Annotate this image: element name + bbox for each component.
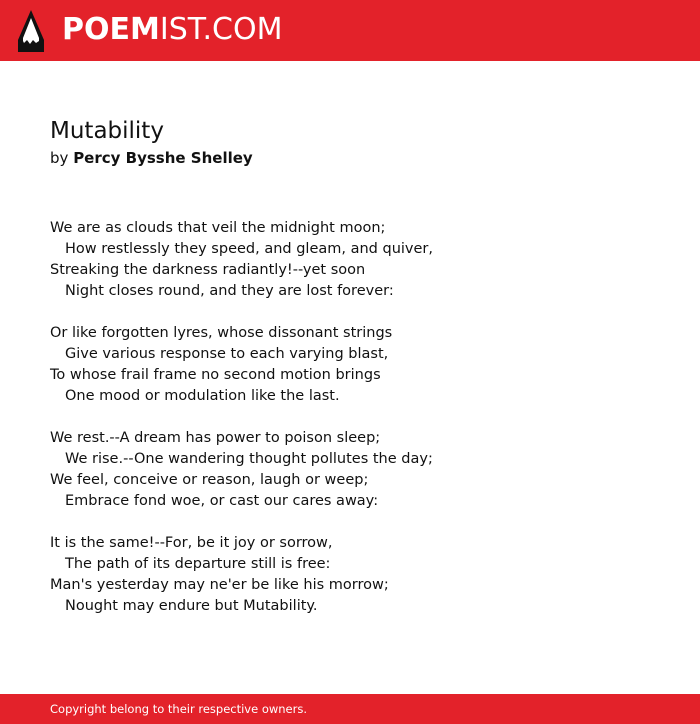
copyright-notice: Copyright belong to their respective owners. (50, 702, 308, 716)
site-footer (0, 694, 700, 724)
stanza (50, 428, 650, 512)
poem-line: Streaking the darkness radiantly!--yet soon (50, 262, 366, 278)
poem-line: Give various response to each varying blast, (65, 346, 389, 362)
poem-line: Nought may endure but Mutability. (65, 598, 318, 614)
poem-line: To whose frail frame no second motion brings (50, 367, 381, 383)
poem-line: The path of its departure still is free: (65, 556, 331, 572)
poem-line: Night closes round, and they are lost forever: (65, 283, 394, 299)
author-name: Percy Bysshe Shelley (73, 149, 253, 167)
stanza (50, 533, 650, 617)
poem-line: Or like forgotten lyres, whose dissonant strings (50, 325, 393, 341)
poem-line: We feel, conceive or reason, laugh or weep; (50, 472, 369, 488)
poem-line: Man's yesterday may ne'er be like his morrow; (50, 577, 389, 593)
poem-title: Mutability (50, 118, 164, 144)
poem-heading (50, 116, 650, 169)
poem-line: We are as clouds that veil the midnight moon; (50, 220, 386, 236)
stanza (50, 323, 650, 407)
poem-line: Embrace fond woe, or cast our cares away: (65, 493, 379, 509)
byline-prefix: by (50, 149, 69, 167)
stanza (50, 218, 650, 302)
poem-line: How restlessly they speed, and gleam, and quiver, (65, 241, 433, 257)
pencil-logo-icon[interactable] (18, 10, 44, 52)
poem-line: It is the same!--For, be it joy or sorrow, (50, 535, 333, 551)
byline (50, 147, 650, 169)
poem-line: We rest.--A dream has power to poison sleep; (50, 430, 381, 446)
site-header (0, 0, 700, 61)
poem-line: We rise.--One wandering thought pollutes the day; (65, 451, 433, 467)
site-logo[interactable] (62, 12, 282, 48)
logo-text-bold: POEM (62, 12, 160, 47)
logo-text-light: IST.COM (159, 12, 283, 47)
poem-body (50, 218, 650, 638)
poem-line: One mood or modulation like the last. (65, 388, 340, 404)
